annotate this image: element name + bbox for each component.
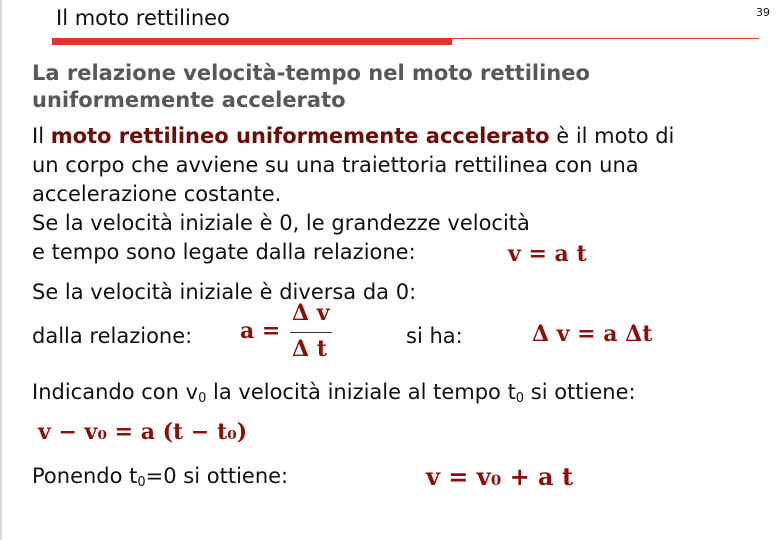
- formula-acceleration-denominator: Δ t: [292, 336, 327, 362]
- setting-t0-line: [32, 462, 288, 497]
- formula-acceleration-numerator: Δ v: [292, 300, 330, 326]
- formula-v-equals-at: v = a t: [508, 241, 587, 267]
- definition-line1: [32, 122, 674, 151]
- initial-velocity-suffix: si ottiene:: [524, 380, 636, 404]
- from-relation-label: dalla relazione:: [32, 324, 193, 348]
- v-subscript: 0: [198, 391, 207, 406]
- initial-velocity-middle: la velocità iniziale al tempo t: [206, 380, 516, 404]
- slide-title: Il moto rettilineo: [56, 6, 230, 30]
- definition-line3: accelerazione costante.: [32, 182, 282, 206]
- initial-velocity-line: [32, 378, 636, 413]
- t0-subscript: 0: [137, 475, 146, 490]
- section-heading-line2: uniformemente accelerato: [32, 88, 346, 112]
- setting-t0-prefix: Ponendo t: [32, 464, 138, 488]
- t-subscript: 0: [515, 391, 525, 406]
- formula-delta-v: Δ v = a Δt: [532, 321, 653, 347]
- one-has-label: si ha:: [406, 324, 463, 348]
- fraction-bar: [290, 332, 332, 333]
- nonzero-velocity-line: Se la velocità iniziale è diversa da 0:: [32, 280, 417, 304]
- formula-velocity-difference: v − v₀ = a (t − t₀): [38, 419, 248, 445]
- definition-prefix: Il: [32, 124, 51, 148]
- section-heading: [32, 60, 590, 114]
- highlighted-term: moto rettilineo uniformemente accelerato: [50, 124, 550, 148]
- title-accent-bar: [52, 38, 452, 45]
- slide-number: 39: [756, 6, 770, 19]
- zero-velocity-line1: Se la velocità iniziale è 0, le grandezze velocità: [32, 211, 530, 235]
- zero-velocity-line2: e tempo sono legate dalla relazione:: [32, 240, 416, 264]
- formula-final-velocity: v = v₀ + a t: [426, 462, 574, 491]
- definition-suffix: è il moto di: [549, 124, 675, 148]
- setting-t0-suffix: =0 si ottiene:: [145, 464, 289, 488]
- section-heading-line1: La relazione velocità-tempo nel moto rettilineo: [32, 61, 590, 85]
- definition-line2: un corpo che avviene su una traiettoria rettilinea con una: [32, 153, 639, 177]
- formula-acceleration-definition: [240, 300, 340, 364]
- title-rule: [452, 38, 759, 39]
- initial-velocity-prefix: Indicando con v: [32, 380, 199, 404]
- slide-left-border: [0, 0, 2, 540]
- formula-acceleration-lhs: a =: [240, 318, 281, 344]
